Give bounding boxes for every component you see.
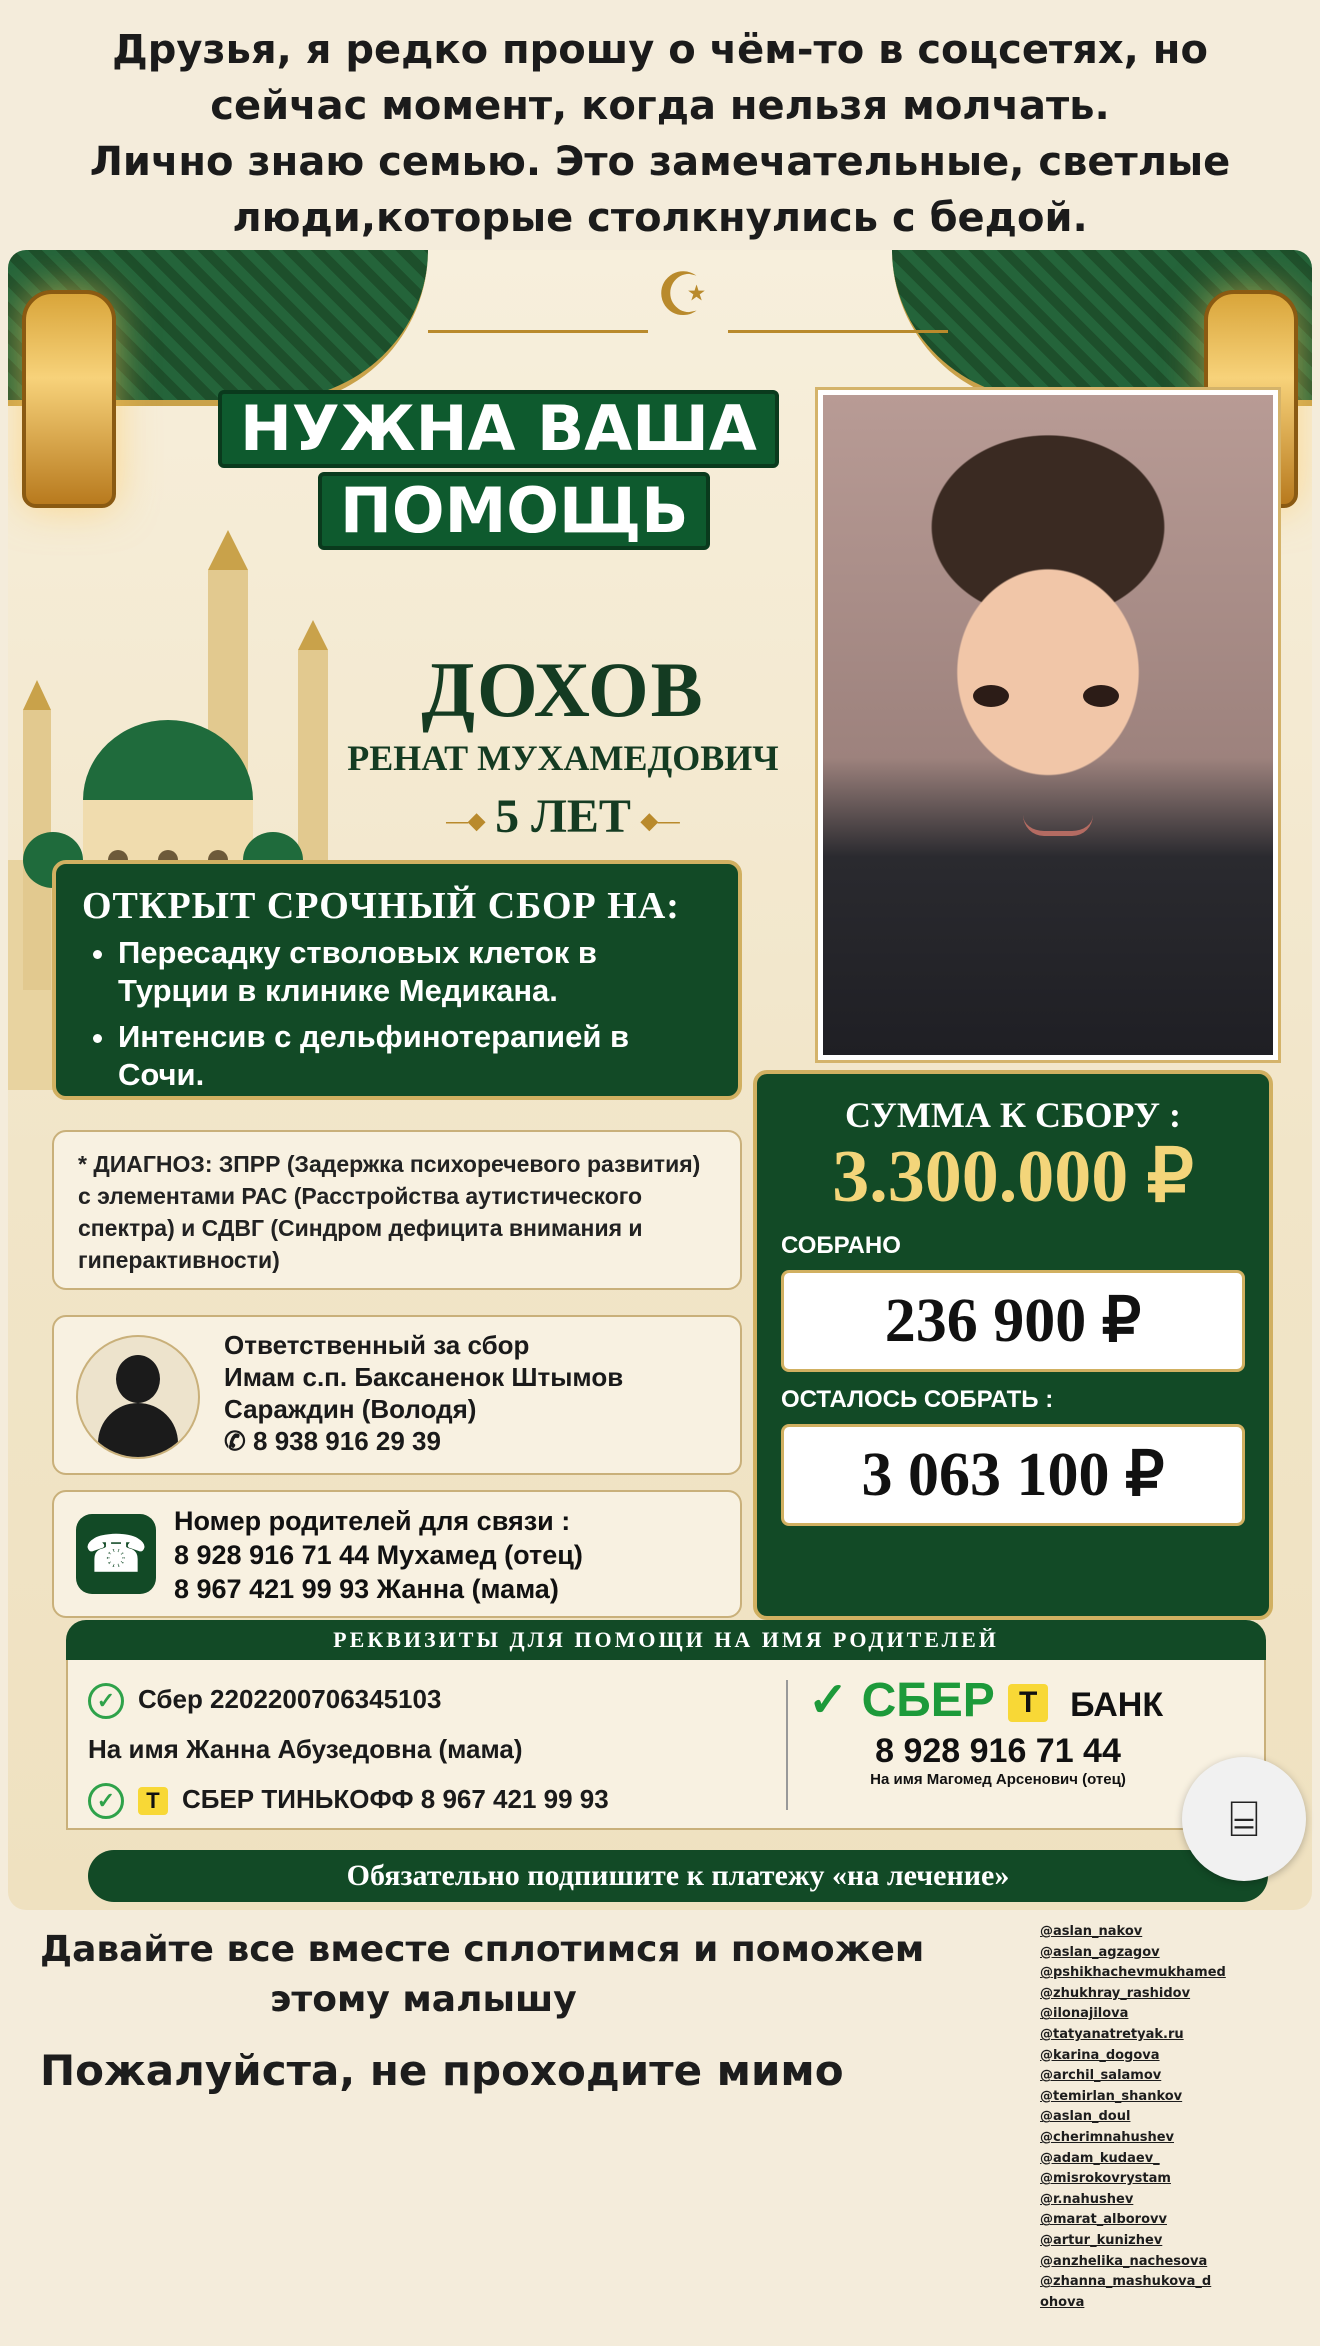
divider bbox=[786, 1680, 788, 1810]
mention-tag[interactable]: @marat_alborovv bbox=[1040, 2212, 1167, 2228]
parents-title: Номер родителей для связи : bbox=[174, 1506, 571, 1536]
child-fullname: РЕНАТ МУХАМЕДОВИЧ bbox=[347, 738, 779, 778]
caption-line: этому малышу bbox=[270, 1979, 577, 2020]
child-photo bbox=[818, 390, 1278, 1060]
tinkoff-logo-icon: T bbox=[138, 1787, 168, 1815]
requisites-title: РЕКВИЗИТЫ ДЛЯ ПОМОЩИ НА ИМЯ РОДИТЕЛЕЙ bbox=[66, 1620, 1266, 1660]
mention-tag[interactable]: @anzhelika_nachesova bbox=[1040, 2253, 1208, 2269]
sber-card-row[interactable] bbox=[88, 1674, 778, 1724]
logo-sber-text: СБЕР bbox=[861, 1674, 995, 1727]
collected-label: СОБРАНО bbox=[781, 1232, 901, 1259]
parents-contact-box bbox=[52, 1490, 742, 1618]
story-bottom-caption bbox=[40, 1925, 980, 2101]
parent-phone[interactable]: 8 928 916 71 44 Мухамед (отец) bbox=[174, 1540, 583, 1570]
caption-line: Давайте все вместе сплотимся и поможем bbox=[40, 1929, 925, 1970]
tinkoff-row[interactable] bbox=[88, 1774, 778, 1824]
sum-box bbox=[753, 1070, 1273, 1620]
responsible-line: Сараждин (Володя) bbox=[224, 1394, 477, 1424]
crescent-moon-icon: ☪ bbox=[656, 260, 710, 330]
child-surname: ДОХОВ bbox=[421, 646, 705, 733]
caption-line: Пожалуйста, не проходите мимо bbox=[40, 2046, 844, 2095]
mention-tag[interactable]: @ilonajilova bbox=[1040, 2006, 1129, 2022]
mention-tag[interactable]: @r.nahushev bbox=[1040, 2191, 1134, 2207]
mention-tag[interactable]: @archil_salamov bbox=[1040, 2068, 1162, 2084]
fundraising-poster bbox=[8, 250, 1312, 1910]
remaining-value: 3 063 100 ₽ bbox=[781, 1424, 1245, 1526]
scan-text-icon: ⌸ bbox=[1229, 1790, 1259, 1848]
sum-value: 3.300.000 ₽ bbox=[832, 1136, 1194, 1218]
responsible-line: Имам с.п. Баксаненок Штымов bbox=[224, 1362, 624, 1392]
logo-t-badge: Т bbox=[1008, 1684, 1048, 1722]
divider bbox=[728, 330, 948, 333]
urgent-fundraising-box bbox=[52, 860, 742, 1100]
list-item: • Интенсив с дельфинотерапией в Сочи. bbox=[118, 1018, 712, 1094]
caption-line: сейчас момент, когда нельзя молчать. bbox=[210, 83, 1110, 129]
sber-phone[interactable]: 8 928 916 71 44 bbox=[875, 1732, 1121, 1770]
photo-detail bbox=[973, 685, 1009, 707]
child-age: —◆ 5 ЛЕТ ◆— bbox=[328, 789, 798, 844]
sber-card-number[interactable]: Сбер 2202200706345103 bbox=[138, 1684, 442, 1714]
sber-holder: На имя Магомед Арсенович (отец) bbox=[870, 1771, 1126, 1788]
check-circle-icon: ✓ bbox=[88, 1683, 124, 1719]
phone-number[interactable]: 8 938 916 29 39 bbox=[253, 1426, 441, 1456]
tinkoff-number[interactable]: СБЕР ТИНЬКОФФ 8 967 421 99 93 bbox=[182, 1784, 609, 1814]
caption-line: Друзья, я редко прошу о чём-то в соцсетях, но bbox=[112, 27, 1208, 73]
mention-tag[interactable]: ohova bbox=[1040, 2294, 1085, 2310]
mention-tag[interactable]: @cherimnahushev bbox=[1040, 2129, 1175, 2145]
headline-line-1: НУЖНА ВАША bbox=[218, 390, 779, 468]
photo-detail bbox=[1083, 685, 1119, 707]
sber-bank-logo bbox=[808, 1672, 1258, 1728]
mention-tags bbox=[1040, 1922, 1290, 2313]
photo-detail bbox=[1023, 815, 1093, 836]
requisites-right bbox=[808, 1672, 1258, 1788]
imam-avatar-icon bbox=[76, 1335, 200, 1459]
mention-tag[interactable]: @aslan_agzagov bbox=[1040, 1944, 1160, 1960]
requisites-left bbox=[88, 1674, 778, 1824]
mention-tag[interactable]: @artur_kunizhev bbox=[1040, 2232, 1163, 2248]
headline bbox=[218, 390, 818, 550]
story-top-caption bbox=[40, 22, 1280, 246]
card-holder: На имя Жанна Абузедовна (мама) bbox=[88, 1734, 523, 1764]
payment-note: Обязательно подпишите к платежу «на лечение» bbox=[88, 1850, 1268, 1902]
remaining-label: ОСТАЛОСЬ СОБРАТЬ : bbox=[781, 1386, 1054, 1413]
logo-bank-text: БАНК bbox=[1070, 1686, 1164, 1724]
mention-tag[interactable]: @adam_kudaev_ bbox=[1040, 2150, 1160, 2166]
mention-tag[interactable]: @zhukhray_rashidov bbox=[1040, 1985, 1191, 2001]
mention-tag[interactable]: @zhanna_mashukova_d bbox=[1040, 2274, 1212, 2290]
caption-line: люди,которые столкнулись с бедой. bbox=[232, 195, 1088, 241]
sum-label: СУММА К СБОРУ : bbox=[844, 1095, 1182, 1135]
mention-tag[interactable]: @aslan_doul bbox=[1040, 2109, 1131, 2125]
requisites-box bbox=[66, 1660, 1266, 1830]
child-name-block bbox=[328, 645, 798, 844]
mention-tag[interactable]: @tatyanatretyak.ru bbox=[1040, 2026, 1184, 2042]
list-item: • Пересадку стволовых клеток в Турции в клинике Медикана. bbox=[118, 934, 712, 1010]
headline-line-2: ПОМОЩЬ bbox=[318, 472, 710, 550]
responsible-line: Ответственный за сбор bbox=[224, 1330, 530, 1360]
mention-tag[interactable]: @pshikhachevmukhamed bbox=[1040, 1965, 1226, 1981]
scan-text-button[interactable] bbox=[1182, 1757, 1306, 1881]
mention-tag[interactable]: @temirlan_shankov bbox=[1040, 2088, 1183, 2104]
check-circle-icon: ✓ bbox=[88, 1783, 124, 1819]
mention-tag[interactable]: @misrokovrystam bbox=[1040, 2171, 1171, 2187]
whatsapp-icon: ✆ bbox=[224, 1426, 254, 1456]
parent-phone[interactable]: 8 967 421 99 93 Жанна (мама) bbox=[174, 1574, 559, 1604]
collected-value: 236 900 ₽ bbox=[781, 1270, 1245, 1372]
diagnosis-box: * ДИАГНОЗ: ЗПРР (Задержка психоречевого развития) с элементами РАС (Расстройства аутистического спектра) и СДВГ (Синдром дефицита внимания и гиперактивности) bbox=[52, 1130, 742, 1290]
responsible-box bbox=[52, 1315, 742, 1475]
check-circle-icon: ✓ bbox=[808, 1674, 862, 1727]
responsible-phone[interactable] bbox=[224, 1425, 720, 1457]
urgent-list bbox=[82, 934, 712, 1094]
mention-tag[interactable]: @aslan_nakov bbox=[1040, 1924, 1143, 1939]
divider bbox=[428, 330, 648, 333]
urgent-title: ОТКРЫТ СРОЧНЫЙ СБОР НА: bbox=[82, 885, 680, 927]
caption-line: Лично знаю семью. Это замечательные, светлые bbox=[89, 139, 1231, 185]
phone-icon: ☎ bbox=[76, 1514, 156, 1594]
lantern-icon bbox=[22, 290, 116, 508]
mention-tag[interactable]: @karina_dogova bbox=[1040, 2047, 1160, 2063]
